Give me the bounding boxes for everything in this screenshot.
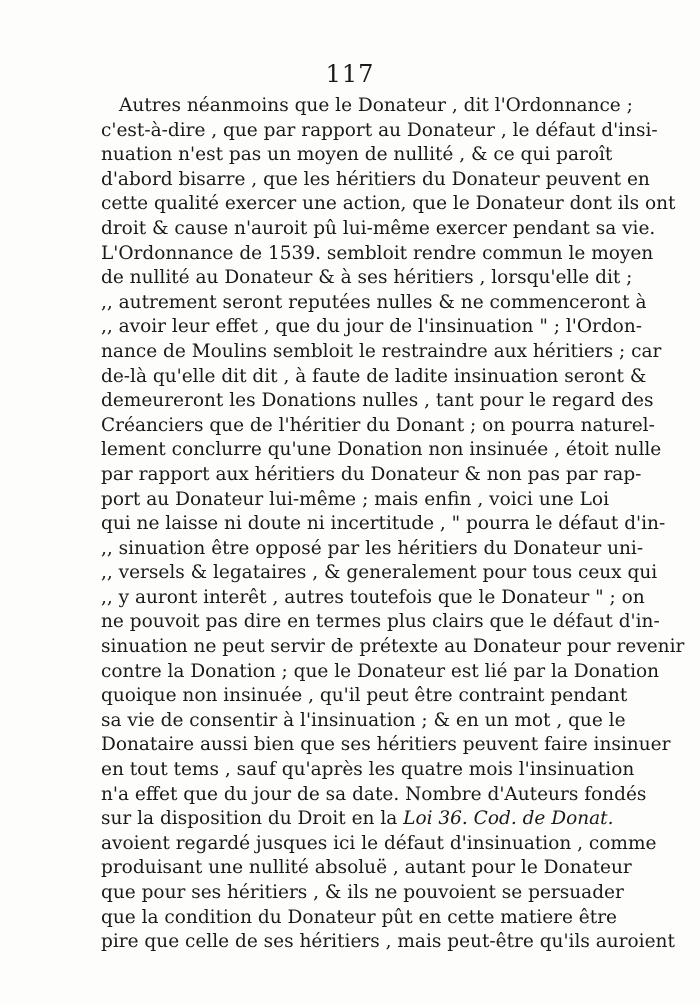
legal-citation: Loi 36. Cod. de Donat. [403, 808, 614, 830]
text-line: sa vie de consentir à l'insinuation ; & en un mot , que le [101, 709, 626, 731]
text-line: demeureront les Donations nulles , tant pour le regard des [101, 390, 654, 412]
text-line: quoique non insinuée , qu'il peut être contraint pendant [101, 685, 628, 707]
text-line: en tout tems , sauf qu'après les quatre mois l'insinuation [101, 759, 635, 781]
text-line: cette qualité exercer une action, que le Donateur dont ils ont [101, 193, 676, 215]
text-line: sinuation ne peut servir de prétexte au Donateur pour revenir [101, 636, 685, 658]
text-line: par rapport aux héritiers du Donateur & non pas par rap- [101, 463, 642, 485]
text-line: n'a effet que du jour de sa date. Nombre d'Auteurs fondés [101, 783, 647, 805]
text-line: Autres néanmoins que le Donateur , dit l'Ordonnance ; [119, 95, 633, 116]
page-number: 117 [325, 60, 375, 88]
text-line: d'abord bisarre , que les héritiers du Donateur peuvent en [101, 168, 650, 190]
text-line: lement conclurre qu'une Donation non insinuée , étoit nulle [101, 439, 662, 461]
text-line: ,, autrement seront reputées nulles & ne commenceront à [101, 291, 647, 313]
text-line: L'Ordonnance de 1539. sembloit rendre commun le moyen [101, 242, 654, 264]
text-line: de nullité au Donateur & à ses héritiers , lorsqu'elle dit ; [101, 267, 633, 289]
text-line: ,, y auront interêt , autres toutefois que le Donateur " ; on [101, 586, 645, 608]
text-line: ,, avoir leur effet , que du jour de l'insinuation " ; l'Ordon- [101, 316, 642, 338]
text-line: que la condition du Donateur pût en cette matiere être [101, 906, 617, 928]
text-line: ,, sinuation être opposé par les héritiers du Donateur uni- [101, 537, 644, 559]
text-line: ne pouvoit pas dire en termes plus clairs que le défaut d'in- [101, 611, 660, 633]
text-line: port au Donateur lui-même ; mais enfin , voici une Loi [101, 488, 609, 510]
text-line: produisant une nullité absoluë , autant pour le Donateur [101, 857, 632, 879]
text-line: ,, versels & legataires , & generalement pour tous ceux qui [101, 562, 658, 584]
text-line: droit & cause n'auroit pû lui-même exercer pendant sa vie. [101, 217, 656, 239]
text-line: de-là qu'elle dit dit , à faute de ladite insinuation seront & [101, 365, 647, 387]
text-line: avoient regardé jusques ici le défaut d'insinuation , comme [101, 832, 657, 854]
text-line: pire que celle de ses héritiers , mais peut-être qu'ils auroient [101, 931, 675, 953]
text-fragment: sur la disposition du Droit en la [101, 808, 398, 830]
text-line: c'est-à-dire , que par rapport au Donateur , le défaut d'insi- [101, 119, 658, 141]
text-line-with-citation [101, 807, 614, 832]
text-line: nuation n'est pas un moyen de nullité , & ce qui paroît [101, 144, 613, 166]
text-line: qui ne laisse ni doute ni incertitude , " pourra le défaut d'in- [101, 513, 666, 535]
text-line: Créanciers que de l'héritier du Donant ; on pourra naturel- [101, 414, 655, 436]
text-line: contre la Donation ; que le Donateur est lié par la Donation [101, 660, 660, 682]
text-line: nance de Moulins sembloit le restraindre aux héritiers ; car [101, 340, 662, 362]
text-line: que pour ses héritiers , & ils ne pouvoient se persuader [101, 882, 624, 903]
text-line: Donataire aussi bien que ses héritiers peuvent faire insinuer [101, 734, 671, 756]
body-text [101, 94, 685, 955]
